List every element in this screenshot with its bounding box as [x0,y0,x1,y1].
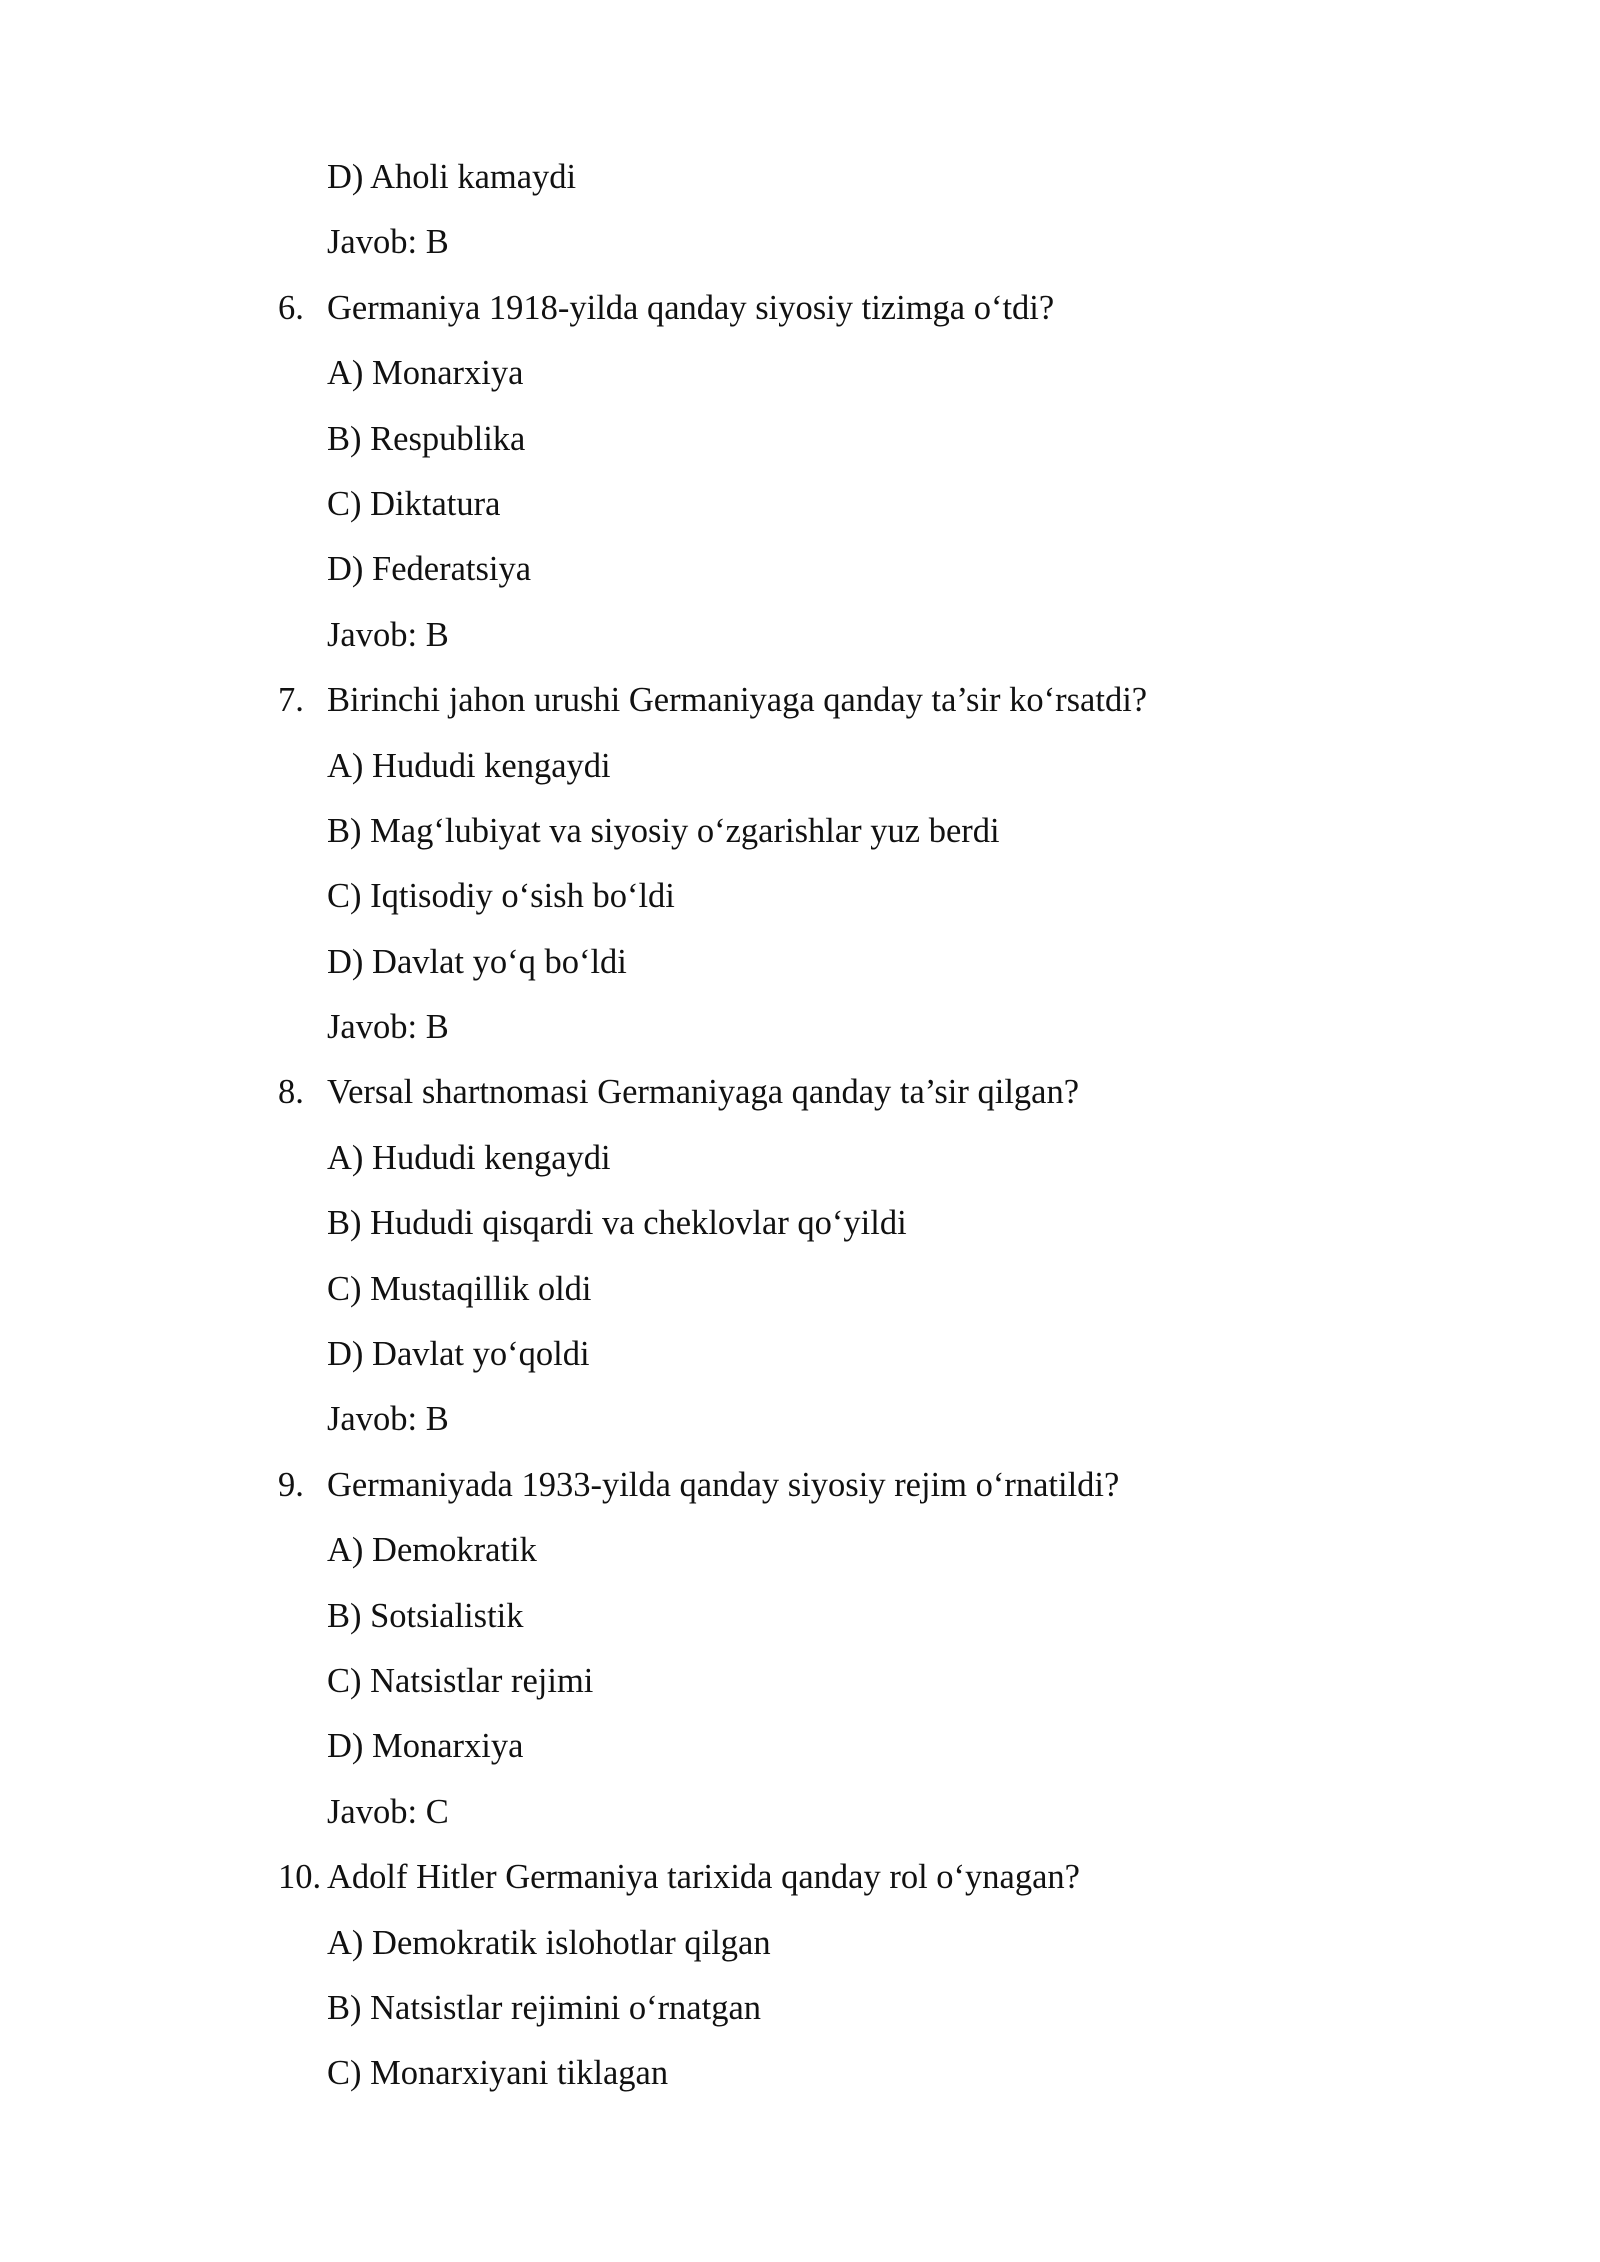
option-line [0,1714,1600,1779]
question-text: Germaniya 1918-yilda qanday siyosiy tizimga o‘tdi? [327,288,1055,327]
option-line [0,537,1600,602]
option-text: D) Davlat yo‘q bo‘ldi [327,942,627,981]
question-text: Birinchi jahon urushi Germaniyaga qanday ta’sir ko‘rsatdi? [327,681,1148,720]
answer-line [0,995,1600,1060]
option-line [0,1518,1600,1583]
option-line [0,734,1600,799]
option-line [0,1257,1600,1322]
option-line [0,1191,1600,1256]
option-line [0,799,1600,864]
option-text: C) Monarxiyani tiklagan [327,2054,669,2093]
option-line [0,930,1600,995]
option-line [0,2041,1600,2106]
answer-text: Javob: B [327,1400,449,1439]
question-text: Germaniyada 1933-yilda qanday siyosiy rejim o‘rnatildi? [327,1465,1120,1504]
option-text: A) Hududi kengaydi [327,1138,611,1177]
option-line [0,864,1600,929]
question-line [0,668,1600,733]
option-line [0,1126,1600,1191]
question-line [0,1060,1600,1125]
answer-text: Javob: B [327,1008,449,1047]
question-number: 6. [278,288,304,327]
option-line [0,1322,1600,1387]
question-number: 8. [278,1073,304,1112]
option-line [0,341,1600,406]
option-text: B) Respublika [327,419,526,458]
option-text: A) Monarxiya [327,354,524,393]
option-text: D) Monarxiya [327,1727,524,1766]
option-line [0,1976,1600,2041]
option-line [0,472,1600,537]
question-text: Adolf Hitler Germaniya tarixida qanday rol o‘ynagan? [327,1858,1080,1897]
option-line [0,145,1600,210]
question-line [0,276,1600,341]
question-line [0,1845,1600,1910]
question-number: 10. [278,1858,322,1897]
option-text: C) Diktatura [327,484,501,523]
option-text: B) Mag‘lubiyat va siyosiy o‘zgarishlar yuz berdi [327,811,1000,850]
answer-text: Javob: C [327,1792,449,1831]
answer-line [0,1780,1600,1845]
question-number: 9. [278,1465,304,1504]
option-line [0,407,1600,472]
option-text: C) Iqtisodiy o‘sish bo‘ldi [327,877,675,916]
answer-line [0,210,1600,275]
option-text: D) Federatsiya [327,550,532,589]
answer-text: Javob: B [327,223,449,262]
option-line [0,1911,1600,1976]
answer-line [0,603,1600,668]
option-text: A) Demokratik islohotlar qilgan [327,1923,771,1962]
question-line [0,1453,1600,1518]
option-line [0,1649,1600,1714]
option-text: D) Aholi kamaydi [327,158,577,196]
answer-text: Javob: B [327,615,449,654]
quiz-content [0,145,1600,2107]
question-number: 7. [278,681,304,720]
option-text: A) Demokratik [327,1531,537,1570]
answer-line [0,1387,1600,1452]
option-text: A) Hududi kengaydi [327,746,611,785]
option-line [0,1584,1600,1649]
question-text: Versal shartnomasi Germaniyaga qanday ta’sir qilgan? [327,1073,1080,1112]
option-text: C) Natsistlar rejimi [327,1661,594,1700]
option-text: C) Mustaqillik oldi [327,1269,592,1308]
option-text: D) Davlat yo‘qoldi [327,1335,590,1374]
option-text: B) Natsistlar rejimini o‘rnatgan [327,1988,762,2027]
option-text: B) Hududi qisqardi va cheklovlar qo‘yildi [327,1204,907,1243]
option-text: B) Sotsialistik [327,1596,524,1635]
